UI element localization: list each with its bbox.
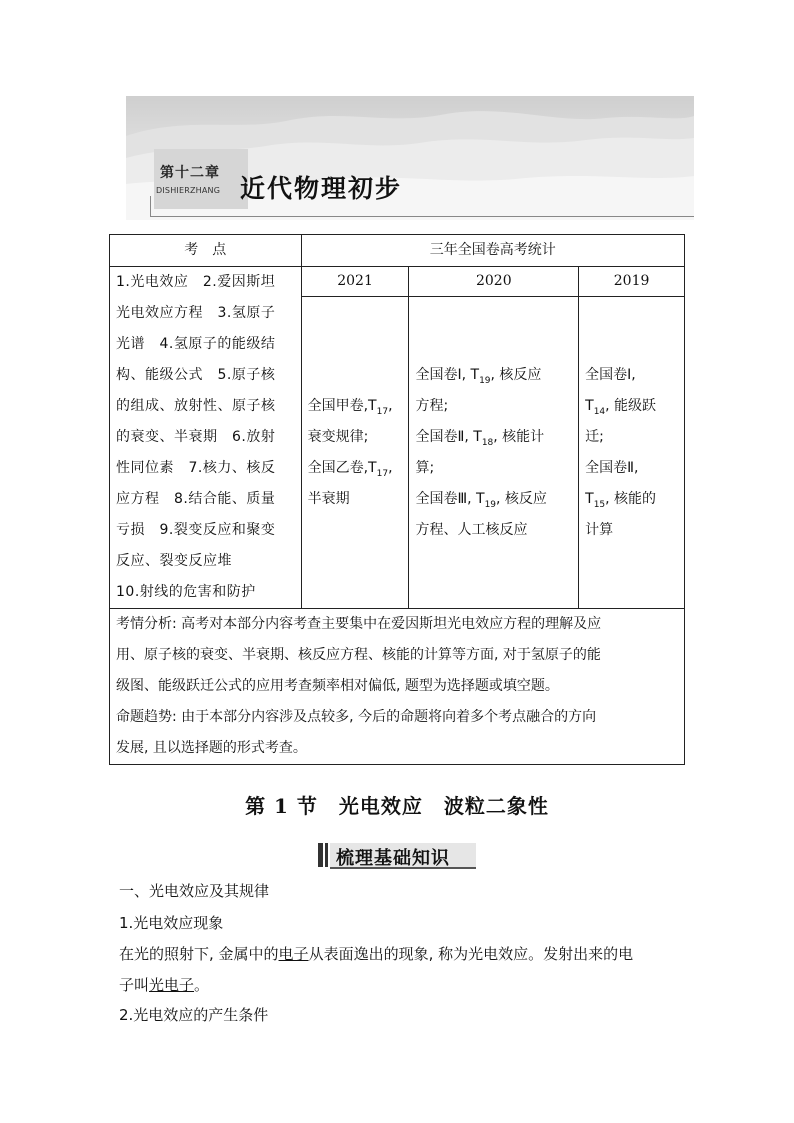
heading-2: 1.光电效应现象 [119, 914, 224, 932]
knowledge-point-line: 的衰变、半衰期 6.放射 [116, 429, 276, 445]
table-header-points: 考 点 [110, 235, 302, 267]
chapter-pinyin: DISHIERZHANG [156, 186, 221, 195]
heading-1: 一、光电效应及其规律 [119, 882, 270, 900]
stat-line: 迁; [585, 428, 604, 445]
stat-line: 全国卷Ⅰ, [585, 366, 636, 383]
knowledge-point-line: 光谱 4.氢原子的能级结 [116, 336, 276, 352]
subheading-badge [318, 840, 476, 870]
stat-line: 全国卷Ⅱ, [585, 459, 639, 476]
chapter-number: 第十二章 [160, 165, 220, 181]
analysis-line: 级图、能级跃迁公式的应用考查频率相对偏低, 题型为选择题或填空题。 [116, 678, 559, 694]
knowledge-point-line: 性同位素 7.核力、核反 [116, 460, 276, 476]
subheading-bar [325, 843, 328, 867]
chapter-title: 近代物理初步 [240, 174, 403, 203]
knowledge-point-line: 亏损 9.裂变反应和聚变 [116, 522, 276, 538]
subheading-text: 梳理基础知识 [336, 848, 450, 869]
stat-line: 算; [415, 459, 435, 476]
underlined-term: 光电子 [149, 976, 195, 994]
banner-divider [150, 216, 694, 217]
stat-line: 方程、人工核反应 [415, 521, 528, 538]
knowledge-point-line: 1.光电效应 2.爱因斯坦 [116, 274, 276, 290]
analysis-line: 考情分析: 高考对本部分内容考查主要集中在爱因斯坦光电效应方程的理解及应 [116, 616, 602, 632]
paragraph-line: 子叫光电子。 [119, 976, 210, 994]
heading-3: 2.光电效应的产生条件 [119, 1006, 269, 1024]
stat-line: 计算 [585, 521, 614, 538]
stats-2020-cell [409, 297, 579, 609]
stat-line: 衰变规律; [307, 428, 369, 445]
analysis-cell [110, 609, 685, 765]
stat-line: 半衰期 [307, 490, 350, 507]
stat-line: 全国卷Ⅲ, $T_{19}$, 核反应 [415, 490, 547, 510]
banner-divider [150, 196, 151, 216]
table-header-stats: 三年全国卷高考统计 [301, 235, 684, 267]
analysis-line: 用、原子核的衰变、半衰期、核反应方程、核能的计算等方面, 对于氢原子的能 [116, 647, 601, 663]
stat-line: $T_{14}$, 能级跃 [585, 397, 657, 417]
stat-line: 全国甲卷$,T_{17}$, [307, 397, 393, 417]
year-header-2019: 2019 [579, 267, 685, 297]
knowledge-point-line: 的组成、放射性、原子核 [116, 398, 276, 414]
stat-line: 全国乙卷$,T_{17}$, [307, 459, 393, 479]
stat-line: $T_{15}$, 核能的 [585, 490, 657, 510]
stat-line: 全国卷Ⅰ, $T_{19}$, 核反应 [415, 366, 542, 386]
subheading-bar [318, 843, 323, 867]
stat-line: 全国卷Ⅱ, $T_{18}$, 核能计 [415, 428, 545, 448]
year-header-2020: 2020 [409, 267, 579, 297]
stats-2019-cell [579, 297, 685, 609]
year-header-2021: 2021 [301, 267, 409, 297]
chapter-banner [126, 96, 694, 220]
analysis-line: 发展, 且以选择题的形式考查。 [116, 740, 307, 756]
knowledge-point-line: 构、能级公式 5.原子核 [116, 367, 276, 383]
underlined-term: 电子 [278, 945, 309, 963]
knowledge-point-line: 光电效应方程 3.氢原子 [116, 305, 276, 321]
knowledge-point-line: 10.射线的危害和防护 [116, 584, 256, 600]
stat-line: 方程; [415, 397, 449, 414]
paragraph-line: 在光的照射下, 金属中的电子从表面逸出的现象, 称为光电效应。发射出来的电 [119, 945, 634, 963]
exam-statistics-table [109, 234, 685, 765]
section-title: 第 1 节 光电效应 波粒二象性 [245, 794, 549, 818]
knowledge-points-cell [110, 267, 302, 609]
knowledge-point-line: 反应、裂变反应堆 [116, 553, 232, 569]
analysis-line: 命题趋势: 由于本部分内容涉及点较多, 今后的命题将向着多个考点融合的方向 [116, 709, 597, 725]
stats-2021-cell [301, 297, 409, 609]
knowledge-point-line: 应方程 8.结合能、质量 [116, 491, 276, 507]
